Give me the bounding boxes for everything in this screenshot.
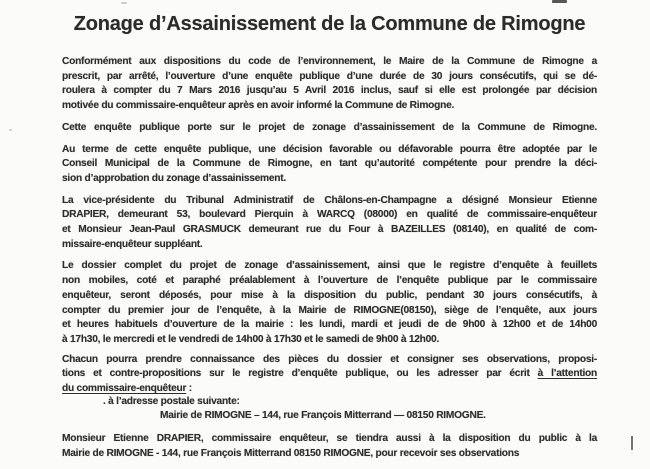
text-line: Chacun pourra prendre connaissance des pièces du dossier et consigner ses observations, proposi- xyxy=(62,353,597,365)
text-line: compter du premier jour de l’enquête, à la Mairie de RIMOGNE(08150), siège de l’enquête, aux jours xyxy=(62,304,597,316)
text-line: La vice-présidente du Tribunal Administratif de Châlons-en-Champagne a désigné Monsieur Etienne xyxy=(62,194,597,206)
text-line: Le dossier complet du projet de zonage d’assainissement, ainsi que le registre d’enquête à feuillets xyxy=(62,260,597,272)
attention-underline: du commissaire-enquêteur xyxy=(62,383,187,395)
text-line: et Monsieur Jean-Paul GRASMUCK demeurant rue du Four à BAZEILLES (08140), en qualité de com- xyxy=(62,224,597,236)
text-line: missaire-enquêteur suppléant. xyxy=(62,238,203,250)
document-page xyxy=(62,12,597,469)
paragraph-decision xyxy=(62,143,597,187)
text-segment: : xyxy=(186,383,192,395)
paragraph-observations xyxy=(62,353,597,397)
text-line: enquêteur, seront déposés, pour mise à la disposition du public, pendant 30 jours consécutifs, à xyxy=(62,289,597,301)
paragraph-object xyxy=(62,121,597,136)
text-line: prescrit, par arrêté, l’ouverture d’une enquête publique d’une durée de 30 jours consécutifs, qui se dé- xyxy=(62,70,597,82)
text-line: Monsieur Etienne DRAPIER, commissaire enquêteur, se tiendra aussi à la disposition du public à la xyxy=(62,433,597,445)
postal-address: Mairie de RIMOGNE – 144, rue François Mitterrand — 08150 RIMOGNE. xyxy=(160,410,486,422)
document-title: Zonage d’Assainissement de la Commune de Rimogne xyxy=(73,13,586,35)
text-line: Au terme de cette enquête publique, une décision favorable ou défavorable pourra être adoptée par le xyxy=(62,143,597,155)
postal-intro: . à l’adresse postale suivante: xyxy=(103,395,240,407)
text-line: Cette enquête publique porte sur le projet de zonage d’assainissement de la Commune de Rimogne. xyxy=(62,121,597,133)
text-line: Conseil Municipal de la Commune de Rimogne, en tant qu’autorité compétente pour prendre la déci- xyxy=(62,158,597,170)
text-line: roulera à compter du 7 Mars 2016 jusqu’au 5 Avril 2016 inclus, sauf si elle est prolongée par décision xyxy=(62,85,597,97)
text-line xyxy=(62,367,597,382)
text-line: sion d’approbation du zonage d’assainissement. xyxy=(62,172,286,184)
paragraph-opening xyxy=(62,55,597,114)
text-line: non mobiles, coté et paraphé préalablement à l’ouverture de l’enquête publique par le commissaire xyxy=(62,275,597,287)
text-line: DRAPIER, demeurant 53, boulevard Pierquin à WARCQ (08000) en qualité de commissaire-enquêteur xyxy=(62,209,597,221)
text-line: motivée du commissaire-enquêteur après en avoir informé la Commune de Rimogne. xyxy=(62,100,455,112)
paragraph-closing xyxy=(62,432,597,461)
text-segment: tions et contre-propositions sur le registre d’enquête publique, ou les adresser par écrit xyxy=(62,368,538,380)
paragraph-commissaire xyxy=(62,194,597,253)
scan-artifact xyxy=(9,129,12,131)
text-line: et heures habituels d’ouverture de la mairie : les lundi, mardi et jeudi de de 9h00 à 12h00 et de 14h00 xyxy=(62,319,597,331)
attention-underline: à l’attention xyxy=(537,368,597,380)
scan-artifact xyxy=(121,2,127,4)
text-line: Conformément aux dispositions du code de l’environnement, le Maire de la Commune de Rimogne a xyxy=(62,56,597,67)
text-line: à 17h30, le mercredi et le vendredi de 14h00 à 17h30 et le samedi de 9h00 à 12h00. xyxy=(62,333,440,345)
scan-artifact xyxy=(552,0,567,3)
paragraph-dossier xyxy=(62,259,597,347)
scan-artifact xyxy=(631,436,633,450)
text-line: Mairie de RIMOGNE - 144, rue François Mitterrand 08150 RIMOGNE, pour recevoir ses observations xyxy=(62,447,520,459)
